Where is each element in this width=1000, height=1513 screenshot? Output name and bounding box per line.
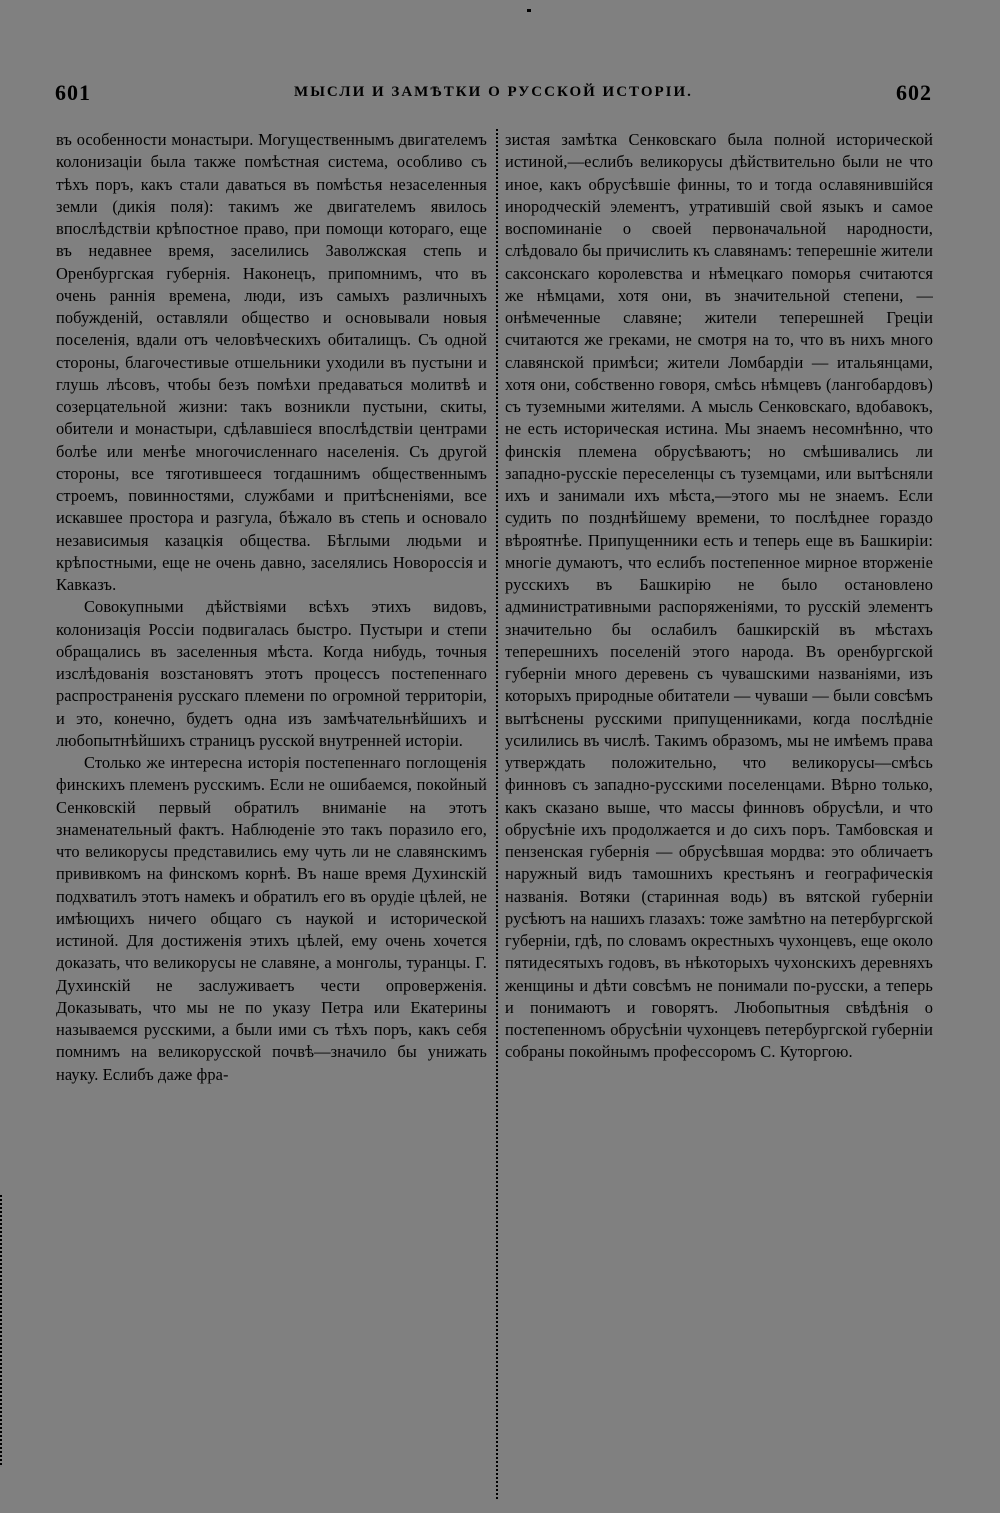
page-header — [55, 80, 932, 110]
paragraph: зистая замѣтка Сенковскаго была полной исторической истиной,—еслибъ великорусы дѣйствительно были не что иное, какъ обрусѣвшіе финны, то и тогда ославянившійся инородческій элементъ, утратившій свой языкъ и самое воспоминаніе о своей первоначальной народности, слѣдовало бы причислить къ славянамъ: теперешніе жители саксонскаго королевства и нѣмецкаго поморья считаются же нѣмцами, хотя они, въ значительной степени, — онѣмеченные славяне; жители теперешней Греціи считаются же греками, не смотря на то, что въ нихъ много славянской примѣси; жители Ломбардіи — итальянцами, хотя они, собственно говоря, смѣсь нѣмцевъ (лангобардовъ) съ туземными жителями. А мысль Сенковскаго, вдобавокъ, не есть историческая истина. Мы знаемъ несомнѣнно, что финскія племена обрусѣваютъ; но смѣшивались ли западно-русскіе переселенцы съ туземцами, или вытѣсняли ихъ и занимали ихъ мѣста,—этого мы не знаемъ. Если судить по позднѣйшему времени, то послѣднее гораздо вѣроятнѣе. Припущенники есть и теперь еще въ Башкиріи: многіе думаютъ, что еслибъ постепенное мирное вторженіе русскихъ въ Башкирію не было остановлено административными распоряженіями, то русскій элементъ значительно бы ослабилъ башкирскій въ мѣстахъ теперешнихъ поселеній этого народа. Въ оренбургской губерніи много деревень съ чувашскими названіями, изъ которыхъ природные обитатели — чуваши — были совсѣмъ вытѣснены русскими припущенниками, когда послѣдніе усилились въ числѣ. Такимъ образомъ, мы не имѣемъ права утверждать положительно, что великорусы—смѣсь финновъ съ западно-русскими поселенцами. Вѣрно только, какъ сказано выше, что массы финновъ обрусѣли, и что обрусѣніе ихъ продолжается и до сихъ поръ. Тамбовская и пензенская губернія — обрусѣвшая мордва: это обличаетъ наружный видъ тамошнихъ крестьянъ и географическія названія. Вотяки (старинная водь) въ вятской губерніи русѣютъ на нашихъ глазахъ: тоже замѣтно на петербургской губерніи, гдѣ, по словамъ окрестныхъ чухонцевъ, еще около пятидесятыхъ годовъ, въ нѣкоторыхъ чухонскихъ деревняхъ женщины и дѣти совсѣмъ не понимали по-русски, а теперь и понимаютъ и говорятъ. Любопытныя свѣдѣнія о постепенномъ обрусѣніи чухонцевъ петербургской губерніи собраны покойнымъ профессоромъ С. Куторгою. — [505, 130, 933, 1062]
page-number-right: 602 — [896, 80, 932, 105]
page-number-left: 601 — [55, 80, 91, 105]
scan-edge-mark — [0, 1195, 2, 1465]
left-column — [56, 129, 487, 1086]
paragraph: Совокупными дѣйствіями всѣхъ этихъ видовъ, колонизація Россіи подвигалась быстро. Пустыри и степи обращались въ заселенныя мѣста. Когда нибудь, точныя изслѣдованія возстановятъ этотъ процессъ постепеннаго распространенія русскаго племени по огромной территоріи, и это, конечно, будетъ одна изъ замѣчательнѣйшихъ и любопытнѣйшихъ страницъ русской внутренней исторіи. — [56, 597, 487, 750]
column-divider — [496, 129, 498, 1499]
running-title: МЫСЛИ И ЗАМѢТКИ О РУССКОЙ ИСТОРІИ. — [294, 84, 693, 100]
right-column — [505, 129, 933, 1064]
paragraph: въ особенности монастыри. Могущественнымъ двигателемъ колонизаціи была также помѣстная система, особливо съ тѣхъ поръ, какъ стали даваться въ помѣстья незаселенныя земли (дикія поля): такимъ же двигателемъ явилось впослѣдствіи крѣпостное право, при помощи котораго, еще въ недавнее время, заселились Заволжская степь и Оренбургская губернія. Наконецъ, припомнимъ, что въ очень раннія времена, люди, изъ самыхъ различныхъ побужденій, оставляли общество и основывали новыя поселенія, вдали отъ человѣческихъ обиталищъ. Съ одной стороны, благочестивые отшельники уходили въ пустыни и глушь лѣсовъ, чтобы безъ помѣхи предаваться молитвѣ и созерцательной жизни: такъ возникли пустыни, скиты, обители и монастыри, сдѣлавшіеся впослѣдствіи центрами болѣе или менѣе многочисленнаго населенія. Съ другой стороны, все тяготившееся тогдашнимъ общественнымъ строемъ, повинностями, службами и притѣсненіями, все искавшее простора и разгула, бѣжало въ степь и основало независимыя казацкія общества. Бѣглыми людьми и крѣпостными, еще не очень давно, заселялись Новороссія и Кавказъ. — [56, 130, 487, 594]
paragraph: Столько же интересна исторія постепеннаго поглощенія финскихъ племенъ русскимъ. Если не ошибаемся, покойный Сенковскій первый обратилъ вниманіе на этотъ знаменательный фактъ. Наблюденіе это такъ поразило его, что великорусы представились ему чуть ли не славянскимъ прививкомъ на финскомъ корнѣ. Въ наше время Духинскій подхватилъ этотъ намекъ и обратилъ его въ орудіе цѣлей, не имѣющихъ ничего общаго съ наукой и исторической истиной. Для достиженія этихъ цѣлей, ему очень хочется доказать, что великорусы не славяне, а монголы, туранцы. Г. Духинскій не заслуживаетъ чести опроверженія. Доказывать, что мы не по указу Петра или Екатерины называемся русскими, а были ими съ тѣхъ поръ, какъ себя помнимъ на великорусской почвѣ—значило бы унижать науку. Еслибъ даже фра- — [56, 753, 487, 1084]
scan-speck — [527, 9, 531, 12]
